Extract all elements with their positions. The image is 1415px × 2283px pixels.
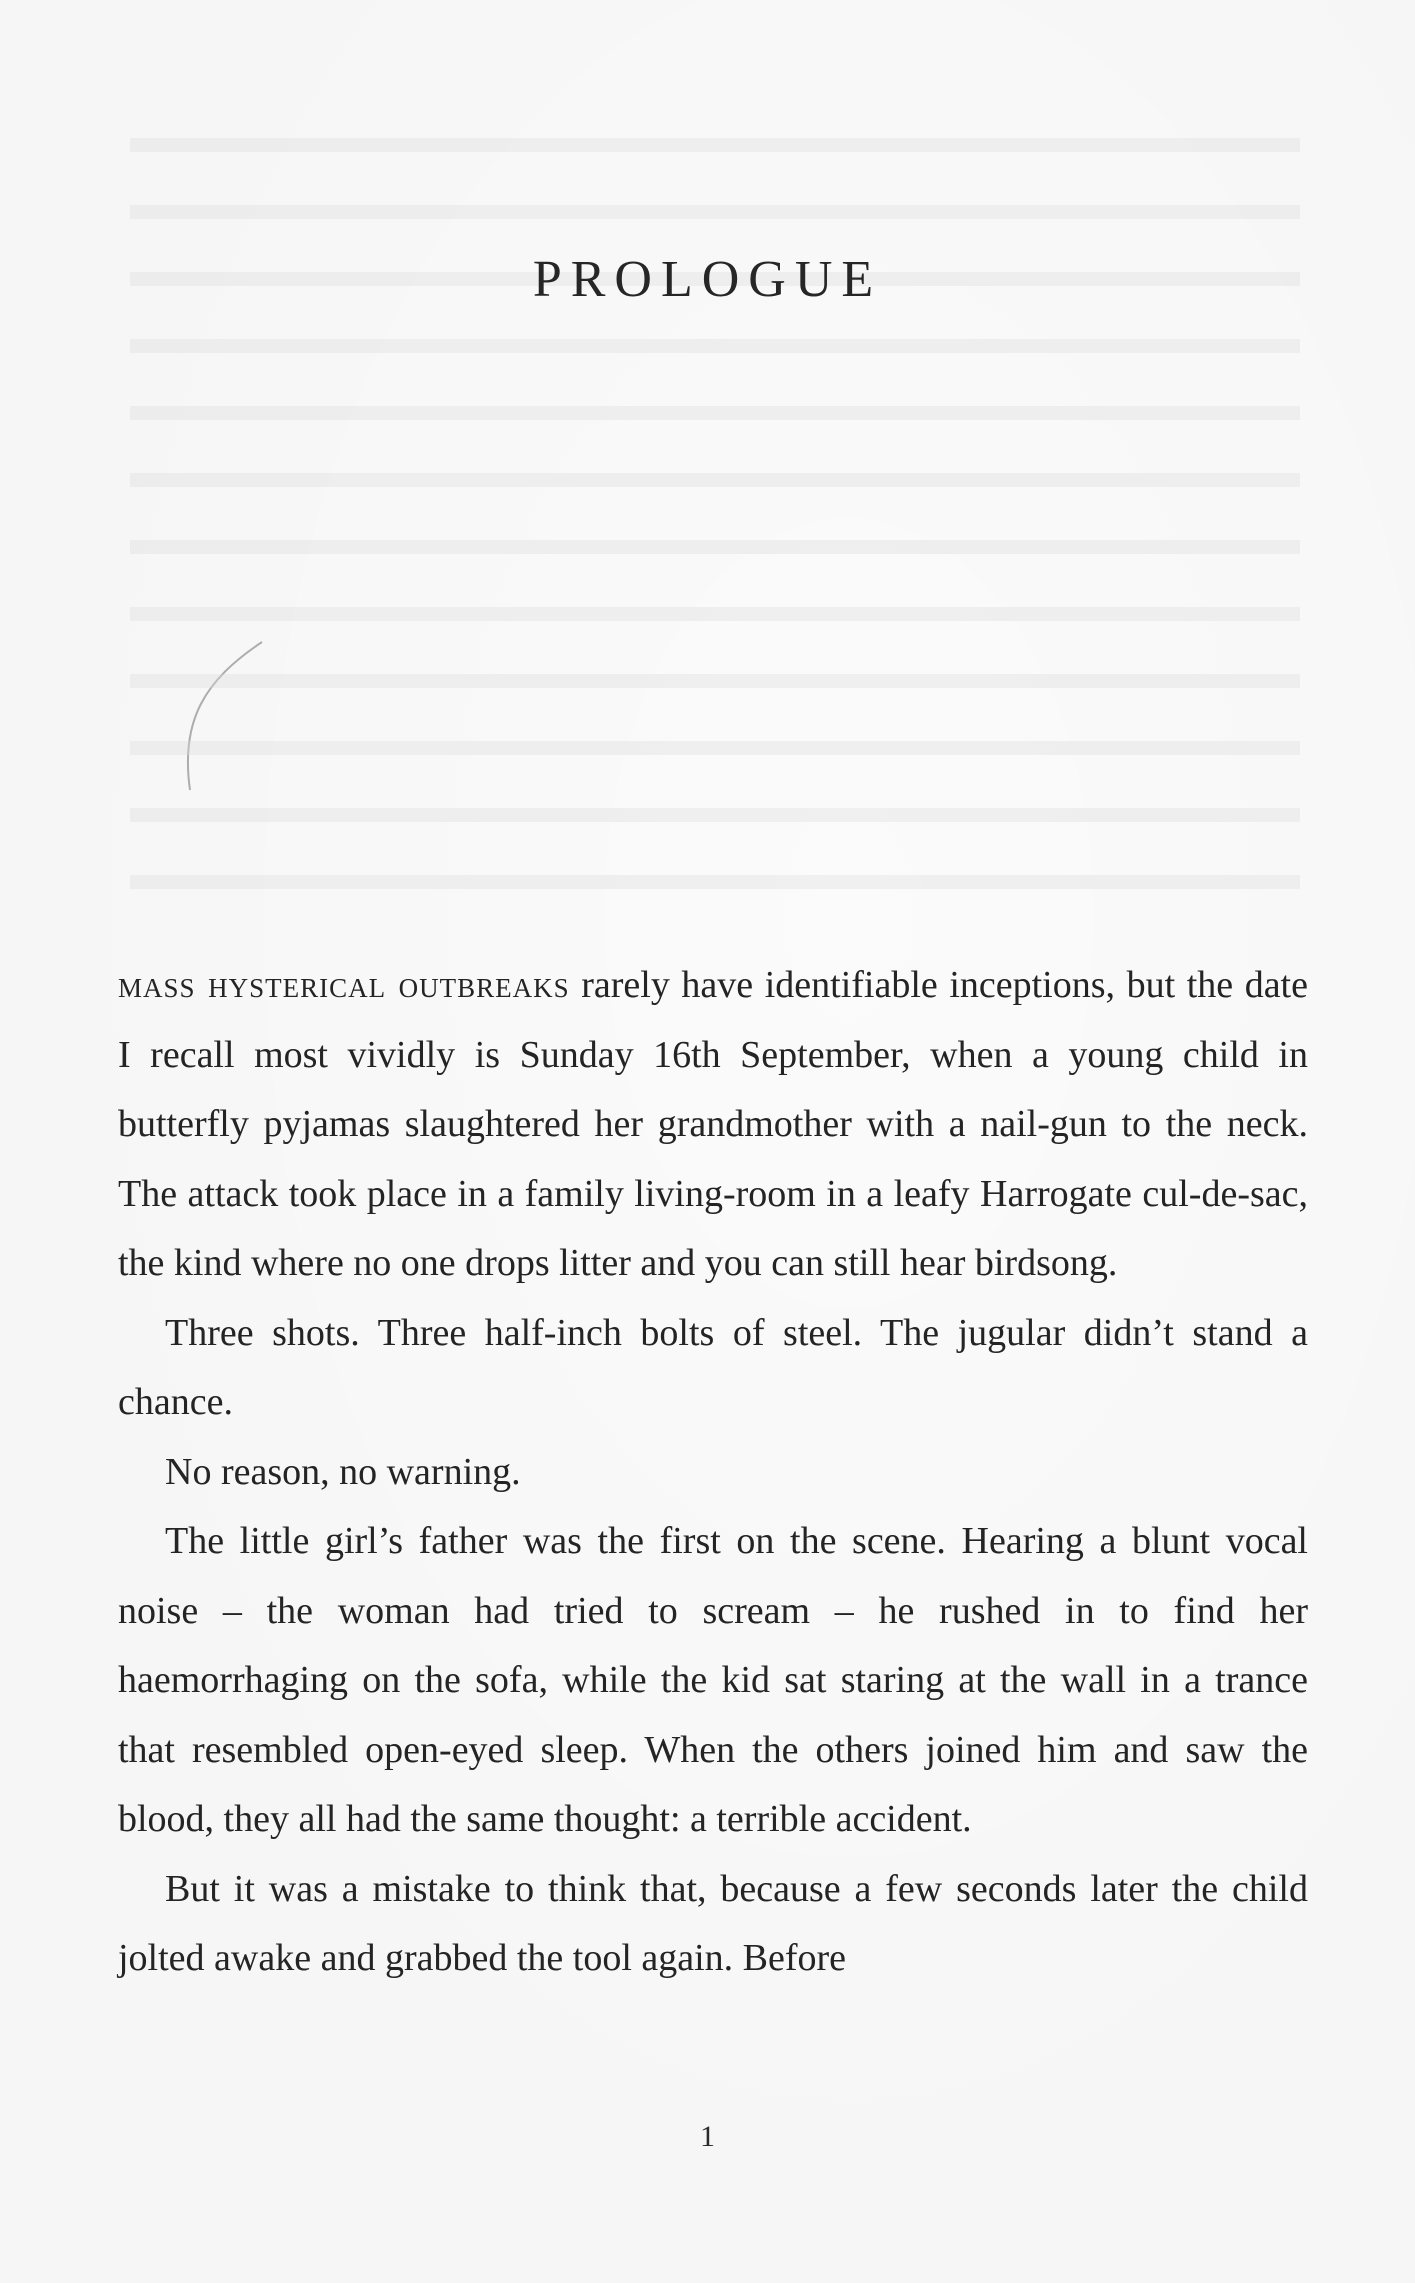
- page-number: 1: [700, 2120, 715, 2153]
- paragraph-opening: [118, 951, 1308, 1299]
- chapter-title: PROLOGUE: [532, 251, 883, 308]
- prose-body: [118, 951, 1308, 1994]
- paragraph-text: rarely have identifiable inceptions, but the date I recall most vividly is Sunday 16th September, when a young child in butterfly pyjamas slaughtered her grandmother with a nail-gun to the neck. The attack took place in a family living-room in a leafy Harrogate cul-de-sac, the kind where no one drops litter and you can still hear birdsong.: [118, 964, 1308, 1284]
- paragraph: Three shots. Three half-inch bolts of steel. The jugular didn’t stand a chance.: [118, 1311, 1308, 1423]
- paragraph: The little girl’s father was the first on the scene. Hearing a blunt vocal noise – the woman had tried to scream – he rushed in to find her haemorrhaging on the sofa, while the kid sat staring at the wall in a trance that resembled open-eyed sleep. When the others joined him and saw the blood, they all had the same thought: a terrible accident.: [118, 1520, 1308, 1840]
- opening-small-caps: mass hysterical outbreaks: [118, 964, 570, 1006]
- paragraph: But it was a mistake to think that, because a few seconds later the child jolted awake and grabbed the tool again. Before: [118, 1867, 1308, 1979]
- paragraph: No reason, no warning.: [165, 1450, 521, 1493]
